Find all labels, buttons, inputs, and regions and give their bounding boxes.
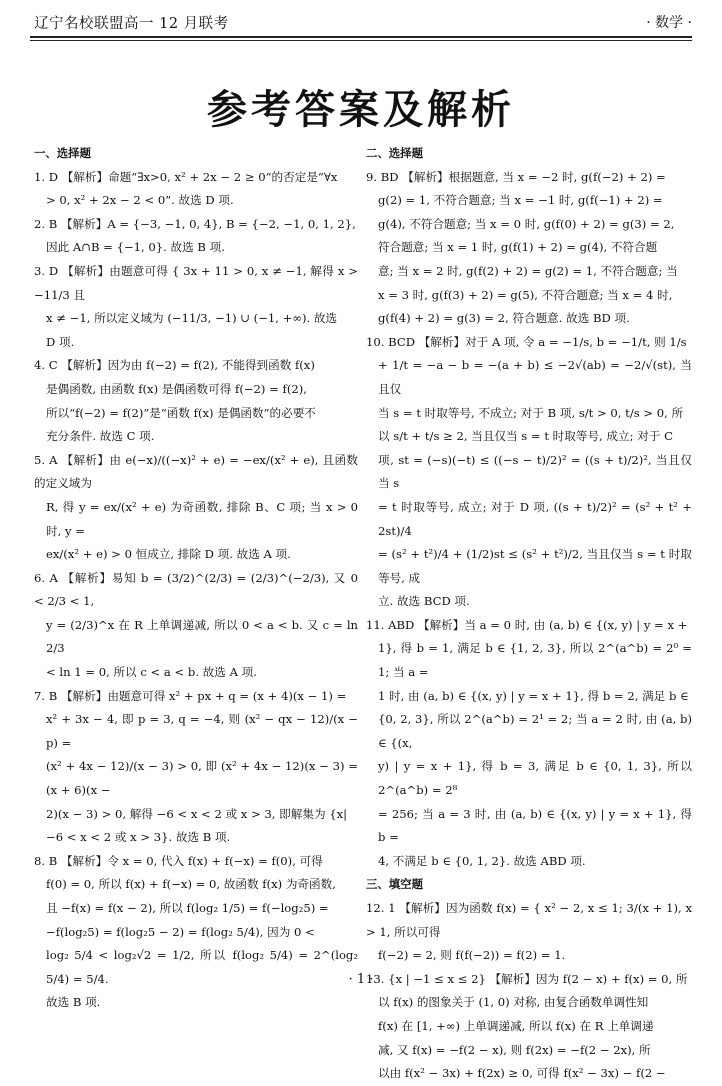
answer-line: + 1/t = −a − b = −(a + b) ≤ −2√(ab) = −2/√(st), 当且仅 xyxy=(378,358,692,396)
answer-line: > 0, x² + 2x − 2 < 0”. 故选 D 项. xyxy=(46,193,234,208)
answer-line: 所以“f(−2) = f(2)”是“函数 f(x) 是偶函数”的必要不 xyxy=(46,405,316,420)
answer-item xyxy=(34,685,358,850)
answer-line: 减, 又 f(x) = −f(2 − x), 则 f(2x) = −f(2 − 2x), 所 xyxy=(378,1042,651,1057)
answer-line: 以由 f(x² − 3x) + f(2x) ≥ 0, 可得 f(x² − 3x) − f(2 − xyxy=(378,1066,666,1081)
answer-line: 6. A 【解析】易知 b = (3/2)^(2/3) = (2/3)^(−2/3), 又 0 < 2/3 < 1, xyxy=(34,570,358,609)
answer-line: y = (2/3)^x 在 R 上单调递减, 所以 0 < a < b. 又 c = ln 2/3 xyxy=(46,617,358,656)
answer-line: 是偶函数, 由函数 f(x) 是偶函数可得 f(−2) = f(2), xyxy=(46,381,307,396)
answer-line: D 项. xyxy=(46,334,75,349)
header-rule xyxy=(30,36,692,38)
page-title: 参考答案及解析 xyxy=(207,87,515,133)
answer-line: 故选 B 项. xyxy=(46,995,101,1010)
answer-line: log₂ 5/4 < log₂√2 = 1/2, 所以 f(log₂ 5/4) = 2^(log₂ 5/4) = 5/4. xyxy=(46,948,358,986)
answer-line: y) | y = x + 1}, 得 b = 3, 满足 b ∈ {0, 1, 3}, 所以 2^(a^b) = 2⁸ xyxy=(378,759,692,798)
answer-line: g(2) = 1, 不符合题意; 当 x = −1 时, g(f(−1) + 2) = xyxy=(378,193,663,208)
answer-line: x = 3 时, g(f(3) + 2) = g(5), 不符合题意; 当 x = 4 时, xyxy=(378,287,673,302)
answer-line: 以 s/t + t/s ≥ 2, 当且仅当 s = t 时取等号, 成立; 对于 C xyxy=(378,429,673,444)
answer-item xyxy=(34,850,358,1015)
answer-line: 以 f(x) 的图象关于 (1, 0) 对称, 由复合函数单调性知 xyxy=(378,995,649,1010)
answer-line: = (s² + t²)/4 + (1/2)st ≤ (s² + t²)/2, 当且仅当 s = t 时取等号, 成 xyxy=(378,547,692,585)
answer-line: 4. C 【解析】因为由 f(−2) = f(2), 不能得到函数 f(x) xyxy=(34,358,315,373)
answer-line: 4, 不满足 b ∈ {0, 1, 2}. 故选 ABD 项. xyxy=(378,853,586,868)
answer-line: 项, st = (−s)(−t) ≤ ((−s − t)/2)² = ((s + t)/2)², 当且仅当 s xyxy=(378,452,692,491)
answer-line: 1. D 【解析】命题“∃x>0, x² + 2x − 2 ≥ 0”的否定是“∀x xyxy=(34,169,338,184)
header-left: 辽宁名校联盟高一 12 月联考 xyxy=(34,16,229,32)
header-right: · 数学 · xyxy=(646,15,692,31)
page-number: · 1 · xyxy=(348,972,374,987)
answer-item xyxy=(34,567,358,685)
answer-line: 9. BD 【解析】根据题意, 当 x = −2 时, g(f(−2) + 2) = xyxy=(366,169,666,184)
answer-line: 13. {x | −1 ≤ x ≤ 2} 【解析】因为 f(2 − x) + f(x) = 0, 所 xyxy=(366,971,688,986)
answer-item xyxy=(366,614,692,874)
answer-item xyxy=(366,897,692,968)
answer-item xyxy=(34,449,358,567)
answer-line: 符合题意; 当 x = 1 时, g(f(1) + 2) = g(4), 不符合题 xyxy=(378,240,658,255)
answer-line: f(x) 在 [1, +∞) 上单调递减, 所以 f(x) 在 R 上单调递 xyxy=(378,1018,654,1033)
answer-line: 11. ABD 【解析】当 a = 0 时, 由 (a, b) ∈ {(x, y) | y = x + xyxy=(366,617,688,632)
answer-line: g(f(4) + 2) = g(3) = 2, 符合题意. 故选 BD 项. xyxy=(378,311,630,326)
answer-line: 意; 当 x = 2 时, g(f(2) + 2) = g(2) = 1, 不符合题意; 当 xyxy=(378,263,678,278)
answer-line: 2. B 【解析】A = {−3, −1, 0, 4}, B = {−2, −1, 0, 1, 2}, xyxy=(34,216,356,231)
answer-item xyxy=(34,213,358,260)
answer-line: 12. 1 【解析】因为函数 f(x) = { x² − 2, x ≤ 1; 3/(x + 1), x > 1, 所以可得 xyxy=(366,901,692,939)
section-heading: 一、选择题 xyxy=(34,146,91,160)
answer-line: 充分条件. 故选 C 项. xyxy=(46,429,155,444)
answer-line: (x² + 4x − 12)/(x − 3) > 0, 即 (x² + 4x − 12)(x − 3) = (x + 6)(x − xyxy=(46,759,358,798)
answer-line: 7. B 【解析】由题意可得 x² + px + q = (x + 4)(x − 1) = xyxy=(34,688,347,703)
section-heading: 二、选择题 xyxy=(366,146,423,160)
right-column xyxy=(366,142,692,1086)
answer-line: −f(log₂5) = f(log₂5 − 2) = f(log₂ 5/4), 因为 0 < xyxy=(46,924,315,939)
answer-line: {0, 2, 3}, 所以 2^(a^b) = 2¹ = 2; 当 a = 2 时, 由 (a, b) ∈ {(x, xyxy=(378,712,692,750)
answer-item xyxy=(34,166,358,213)
answer-line: 1 时, 由 (a, b) ∈ {(x, y) | y = x + 1}, 得 b = 2, 满足 b ∈ xyxy=(378,688,689,703)
answer-item xyxy=(366,166,692,331)
answer-item xyxy=(34,260,358,354)
header-rule-thin xyxy=(30,40,692,41)
answer-line: 2)(x − 3) > 0, 解得 −6 < x < 2 或 x > 3, 即解集为 {x| xyxy=(46,806,348,821)
answer-line: −6 < x < 2 或 x > 3}. 故选 B 项. xyxy=(46,830,231,845)
answer-line: 8. B 【解析】令 x = 0, 代入 f(x) + f(−x) = f(0), 可得 xyxy=(34,853,323,868)
answer-line: ex/(x² + e) > 0 恒成立, 排除 D 项. 故选 A 项. xyxy=(46,547,291,562)
answer-line: < ln 1 = 0, 所以 c < a < b. 故选 A 项. xyxy=(46,665,257,680)
answer-line: 5. A 【解析】由 e(−x)/((−x)² + e) = −ex/(x² + e), 且函数的定义域为 xyxy=(34,452,358,491)
section-heading: 三、填空题 xyxy=(366,877,423,892)
answer-line: f(0) = 0, 所以 f(x) + f(−x) = 0, 故函数 f(x) 为奇函数, xyxy=(46,877,336,892)
answer-line: = 256; 当 a = 3 时, 由 (a, b) ∈ {(x, y) | y = x + 1}, 得 b = xyxy=(378,806,692,845)
answer-line: R, 得 y = ex/(x² + e) 为奇函数, 排除 B、C 项; 当 x > 0 时, y = xyxy=(46,499,358,538)
answer-item xyxy=(34,354,358,448)
answer-line: = t 时取等号, 成立; 对于 D 项, ((s + t)/2)² = (s² + t² + 2st)/4 xyxy=(378,499,692,538)
answer-line: x ≠ −1, 所以定义域为 (−11/3, −1) ∪ (−1, +∞). 故选 xyxy=(46,311,338,326)
left-column xyxy=(34,142,358,1015)
answer-line: 10. BCD 【解析】对于 A 项, 令 a = −1/s, b = −1/t, 则 1/s xyxy=(366,334,687,349)
answer-line: 且 −f(x) = f(x − 2), 所以 f(log₂ 1/5) = f(−log₂5) = xyxy=(46,901,329,915)
answer-line: f(−2) = 2, 则 f(f(−2)) = f(2) = 1. xyxy=(378,948,566,963)
answer-line: 3. D 【解析】由题意可得 { 3x + 11 > 0, x ≠ −1, 解得 x > −11/3 且 xyxy=(34,263,358,302)
answer-line: x² + 3x − 4, 即 p = 3, q = −4, 则 (x² − qx − 12)/(x − p) = xyxy=(46,712,358,750)
answer-item xyxy=(366,331,692,614)
answer-line: g(4), 不符合题意; 当 x = 0 时, g(f(0) + 2) = g(3) = 2, xyxy=(378,216,675,231)
answer-line: 当 s = t 时取等号, 不成立; 对于 B 项, s/t > 0, t/s > 0, 所 xyxy=(378,405,684,420)
answer-line: 因此 A∩B = {−1, 0}. 故选 B 项. xyxy=(46,240,225,255)
answer-line: 1}, 得 b = 1, 满足 b ∈ {1, 2, 3}, 所以 2^(a^b) = 2⁰ = 1; 当 a = xyxy=(378,641,692,680)
answer-line: 立. 故选 BCD 项. xyxy=(378,594,470,609)
